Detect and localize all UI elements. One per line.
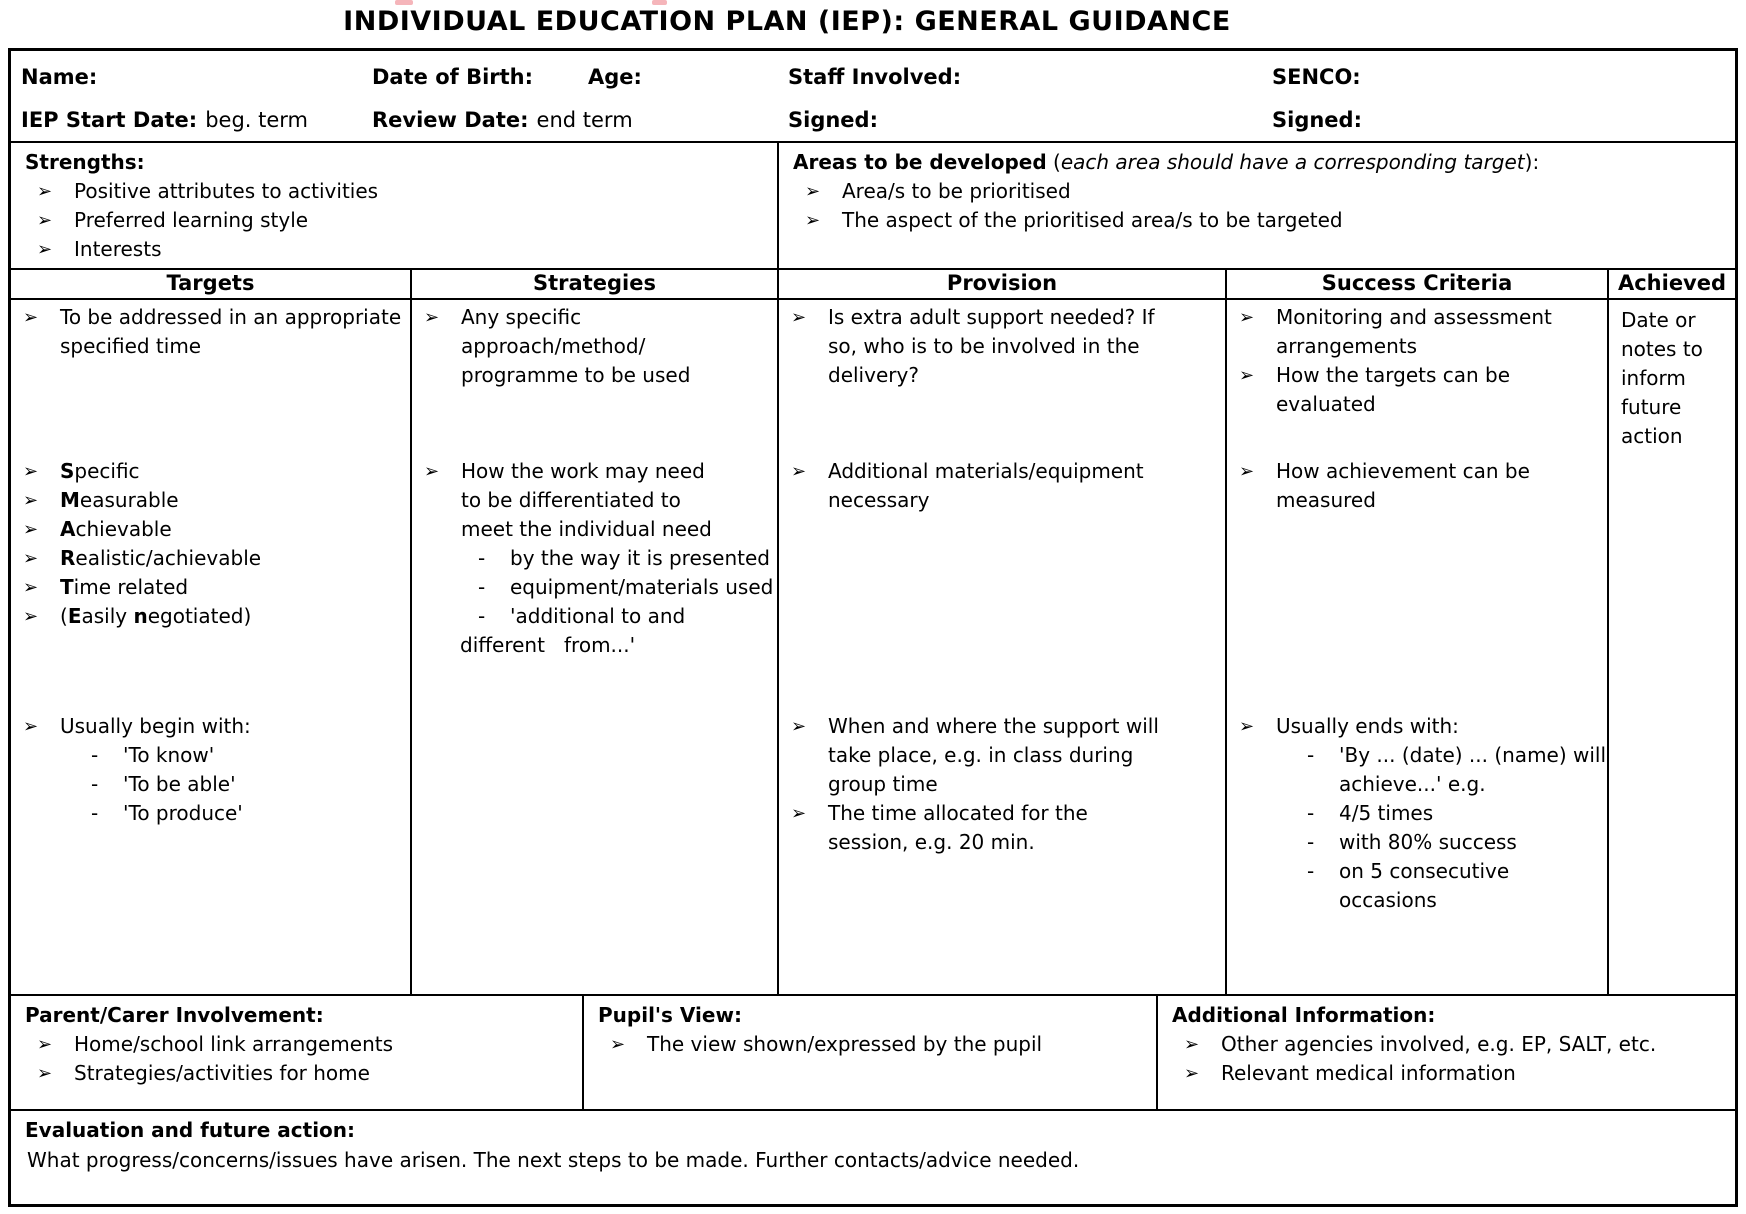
dash-bullet-icon: - [1307,830,1315,854]
review-date-field [372,108,633,132]
page-title: INDIVIDUAL EDUCATION PLAN (IEP): GENERAL GUIDANCE [343,6,1231,37]
smart-bold-letter: R [60,546,76,570]
additional-information-cell [1156,996,1735,1109]
arrow-bullet-icon: ➢ [37,1034,53,1055]
strategies-item: ➢ Any specific approach/method/ programme to be used [412,303,777,390]
ends-sub-item: - with 80% success [1227,828,1607,857]
dob-label: Date of Birth: [372,65,534,89]
smart-item: ➢ Time related [11,573,410,602]
dash-bullet-icon: - [478,604,486,628]
arrow-bullet-icon: ➢ [23,490,39,511]
cropped-red-text-fragment [395,0,413,5]
provision-cell [777,300,1225,994]
success-ends-group [1227,712,1607,915]
strengths-areas-row [11,141,1735,268]
arrow-bullet-icon: ➢ [791,803,807,824]
areas-heading: Areas to be developed (each area should have a corresponding target): [793,150,1540,174]
strategies-item: ➢ How the work may need to be differentiated to meet the individual need [412,457,777,544]
evaluation-heading: Evaluation and future action: [25,1118,356,1142]
arrow-bullet-icon: ➢ [791,716,807,737]
begin-sub-item: - 'To produce' [11,799,410,828]
iep-start-date-field [21,108,308,132]
grid-content-row [11,298,1735,994]
evaluation-row [11,1109,1735,1204]
arrow-bullet-icon: ➢ [23,307,39,328]
dash-bullet-icon: - [1307,859,1315,883]
provision-item: ➢ The time allocated for the session, e.g. 20 min. [779,799,1225,857]
targets-cell [11,300,410,994]
success-group-2 [1227,457,1607,515]
header-achieved: Achieved [1607,270,1735,298]
additional-information-heading: Additional Information: [1172,1003,1436,1027]
staff-involved-label: Staff Involved: [788,65,962,89]
success-criteria-cell [1225,300,1607,994]
areas-heading-bold: Areas to be developed [793,150,1047,174]
pupils-view-cell [582,996,1156,1109]
name-label: Name: [21,65,98,89]
evaluation-body: What progress/concerns/issues have arisen. The next steps to be made. Further contacts/advice needed. [27,1148,1080,1172]
smart-item-negotiated: ➢ (Easily negotiated) [11,602,410,631]
begin-sub-item: - 'To be able' [11,770,410,799]
areas-heading-italic: each area should have a corresponding target [1060,150,1525,174]
arrow-bullet-icon: ➢ [424,461,440,482]
parent-carer-cell [11,996,582,1109]
provision-group-1 [779,303,1225,390]
dash-bullet-icon: - [91,743,99,767]
ends-sub-item: - on 5 consecutive occasions [1307,859,1510,912]
additional-item: ➢ Other agencies involved, e.g. EP, SALT, etc. [1172,1030,1725,1059]
targets-item: ➢ Usually begin with: [11,712,410,741]
parent-item: ➢ Strategies/activities for home [25,1059,572,1088]
success-item: ➢ Usually ends with: [1227,712,1607,741]
arrow-bullet-icon: ➢ [37,1063,53,1084]
strategies-cell [410,300,777,994]
provision-group-2 [779,457,1225,515]
success-group-1 [1227,303,1607,419]
strategies-sub-item: - equipment/materials used [412,573,777,602]
dash-bullet-icon: - [91,801,99,825]
review-date-value: end term [536,108,633,132]
arrow-bullet-icon: ➢ [23,606,39,627]
arrow-bullet-icon: ➢ [1239,307,1255,328]
additional-item: ➢ Relevant medical information [1172,1059,1725,1088]
arrow-bullet-icon: ➢ [37,239,53,260]
senco-label: SENCO: [1272,65,1361,89]
cropped-red-text-fragment [652,0,667,5]
dash-bullet-icon: - [1307,801,1315,825]
strengths-heading: Strengths: [25,150,145,174]
arrow-bullet-icon: ➢ [23,716,39,737]
pupil-item: ➢ The view shown/expressed by the pupil [598,1030,1146,1059]
provision-item: ➢ Additional materials/equipment necessary [779,457,1225,515]
arrow-bullet-icon: ➢ [23,548,39,569]
arrow-bullet-icon: ➢ [1239,716,1255,737]
arrow-bullet-icon: ➢ [23,461,39,482]
strengths-item: ➢ Positive attributes to activities [25,177,767,206]
ends-sub-item: - 4/5 times [1227,799,1607,828]
strategies-group-1 [412,303,777,390]
signed-label-staff: Signed: [788,108,878,132]
signed-label-senco: Signed: [1272,108,1362,132]
smart-bold-letter: S [60,459,75,483]
dash-bullet-icon: - [478,546,486,570]
begin-sub-item: - 'To know' [11,741,410,770]
provision-item: ➢ When and where the support will take place, e.g. in class during group time [779,712,1225,799]
header-success-criteria: Success Criteria [1225,270,1607,298]
smart-bold-letter: E [67,604,82,628]
arrow-bullet-icon: ➢ [23,577,39,598]
strengths-item: ➢ Interests [25,235,767,264]
achieved-cell [1607,300,1735,994]
header-strategies: Strategies [410,270,777,298]
header-targets: Targets [166,271,255,295]
success-item: ➢ Monitoring and assessment arrangements [1227,303,1607,361]
review-date-label: Review Date: [372,108,529,132]
smart-bold-letter: M [60,488,80,512]
smart-item: ➢ Specific [11,457,410,486]
smart-item: ➢ Realistic/achievable [11,544,410,573]
strategies-sub-item: - 'additional to and different from...' [460,604,686,657]
arrow-bullet-icon: ➢ [805,181,821,202]
areas-item: ➢ Area/s to be prioritised [793,177,1725,206]
parent-item: ➢ Home/school link arrangements [25,1030,572,1059]
arrow-bullet-icon: ➢ [23,519,39,540]
targets-item: ➢ To be addressed in an appropriate specified time [11,303,410,361]
arrow-bullet-icon: ➢ [1184,1034,1200,1055]
dash-bullet-icon: - [91,772,99,796]
arrow-bullet-icon: ➢ [805,210,821,231]
arrow-bullet-icon: ➢ [37,210,53,231]
age-label: Age: [588,65,642,89]
success-item: ➢ How the targets can be evaluated [1227,361,1607,419]
dash-bullet-icon: - [1307,743,1315,767]
areas-to-develop-cell [777,143,1735,268]
strategies-group-2 [412,457,777,660]
provision-item: ➢ Is extra adult support needed? If so, who is to be involved in the delivery? [779,303,1225,390]
arrow-bullet-icon: ➢ [791,461,807,482]
achieved-note: Date or notes to inform future action [1621,308,1703,448]
iep-table [8,48,1738,1207]
ends-sub-item: - 'By ... (date) ... (name) will achieve...' e.g. [1307,743,1607,796]
arrow-bullet-icon: ➢ [37,181,53,202]
smart-bold-letter: n [133,604,148,628]
strengths-cell [11,143,777,268]
provision-group-3 [779,712,1225,857]
pupils-view-heading: Pupil's View: [598,1003,742,1027]
strengths-item: ➢ Preferred learning style [25,206,767,235]
smart-bold-letter: A [60,517,76,541]
parent-pupil-additional-row [11,994,1735,1109]
arrow-bullet-icon: ➢ [1184,1063,1200,1084]
arrow-bullet-icon: ➢ [1239,365,1255,386]
parent-carer-heading: Parent/Carer Involvement: [25,1003,324,1027]
arrow-bullet-icon: ➢ [610,1034,626,1055]
iep-start-date-label: IEP Start Date: [21,108,198,132]
targets-smart-group [11,457,410,631]
arrow-bullet-icon: ➢ [1239,461,1255,482]
arrow-bullet-icon: ➢ [791,307,807,328]
areas-item: ➢ The aspect of the prioritised area/s to be targeted [793,206,1725,235]
dash-bullet-icon: - [478,575,486,599]
targets-begin-group [11,712,410,828]
strategies-sub-item: - by the way it is presented [412,544,777,573]
info-row [11,51,1735,141]
achieved-group [1609,303,1735,451]
grid-header-row [11,268,1735,298]
targets-group-1 [11,303,410,361]
arrow-bullet-icon: ➢ [424,307,440,328]
success-item: ➢ How achievement can be measured [1227,457,1607,515]
smart-item: ➢ Achievable [11,515,410,544]
smart-item: ➢ Measurable [11,486,410,515]
smart-bold-letter: T [60,575,74,599]
iep-start-date-value: beg. term [205,108,308,132]
header-provision: Provision [777,270,1225,298]
